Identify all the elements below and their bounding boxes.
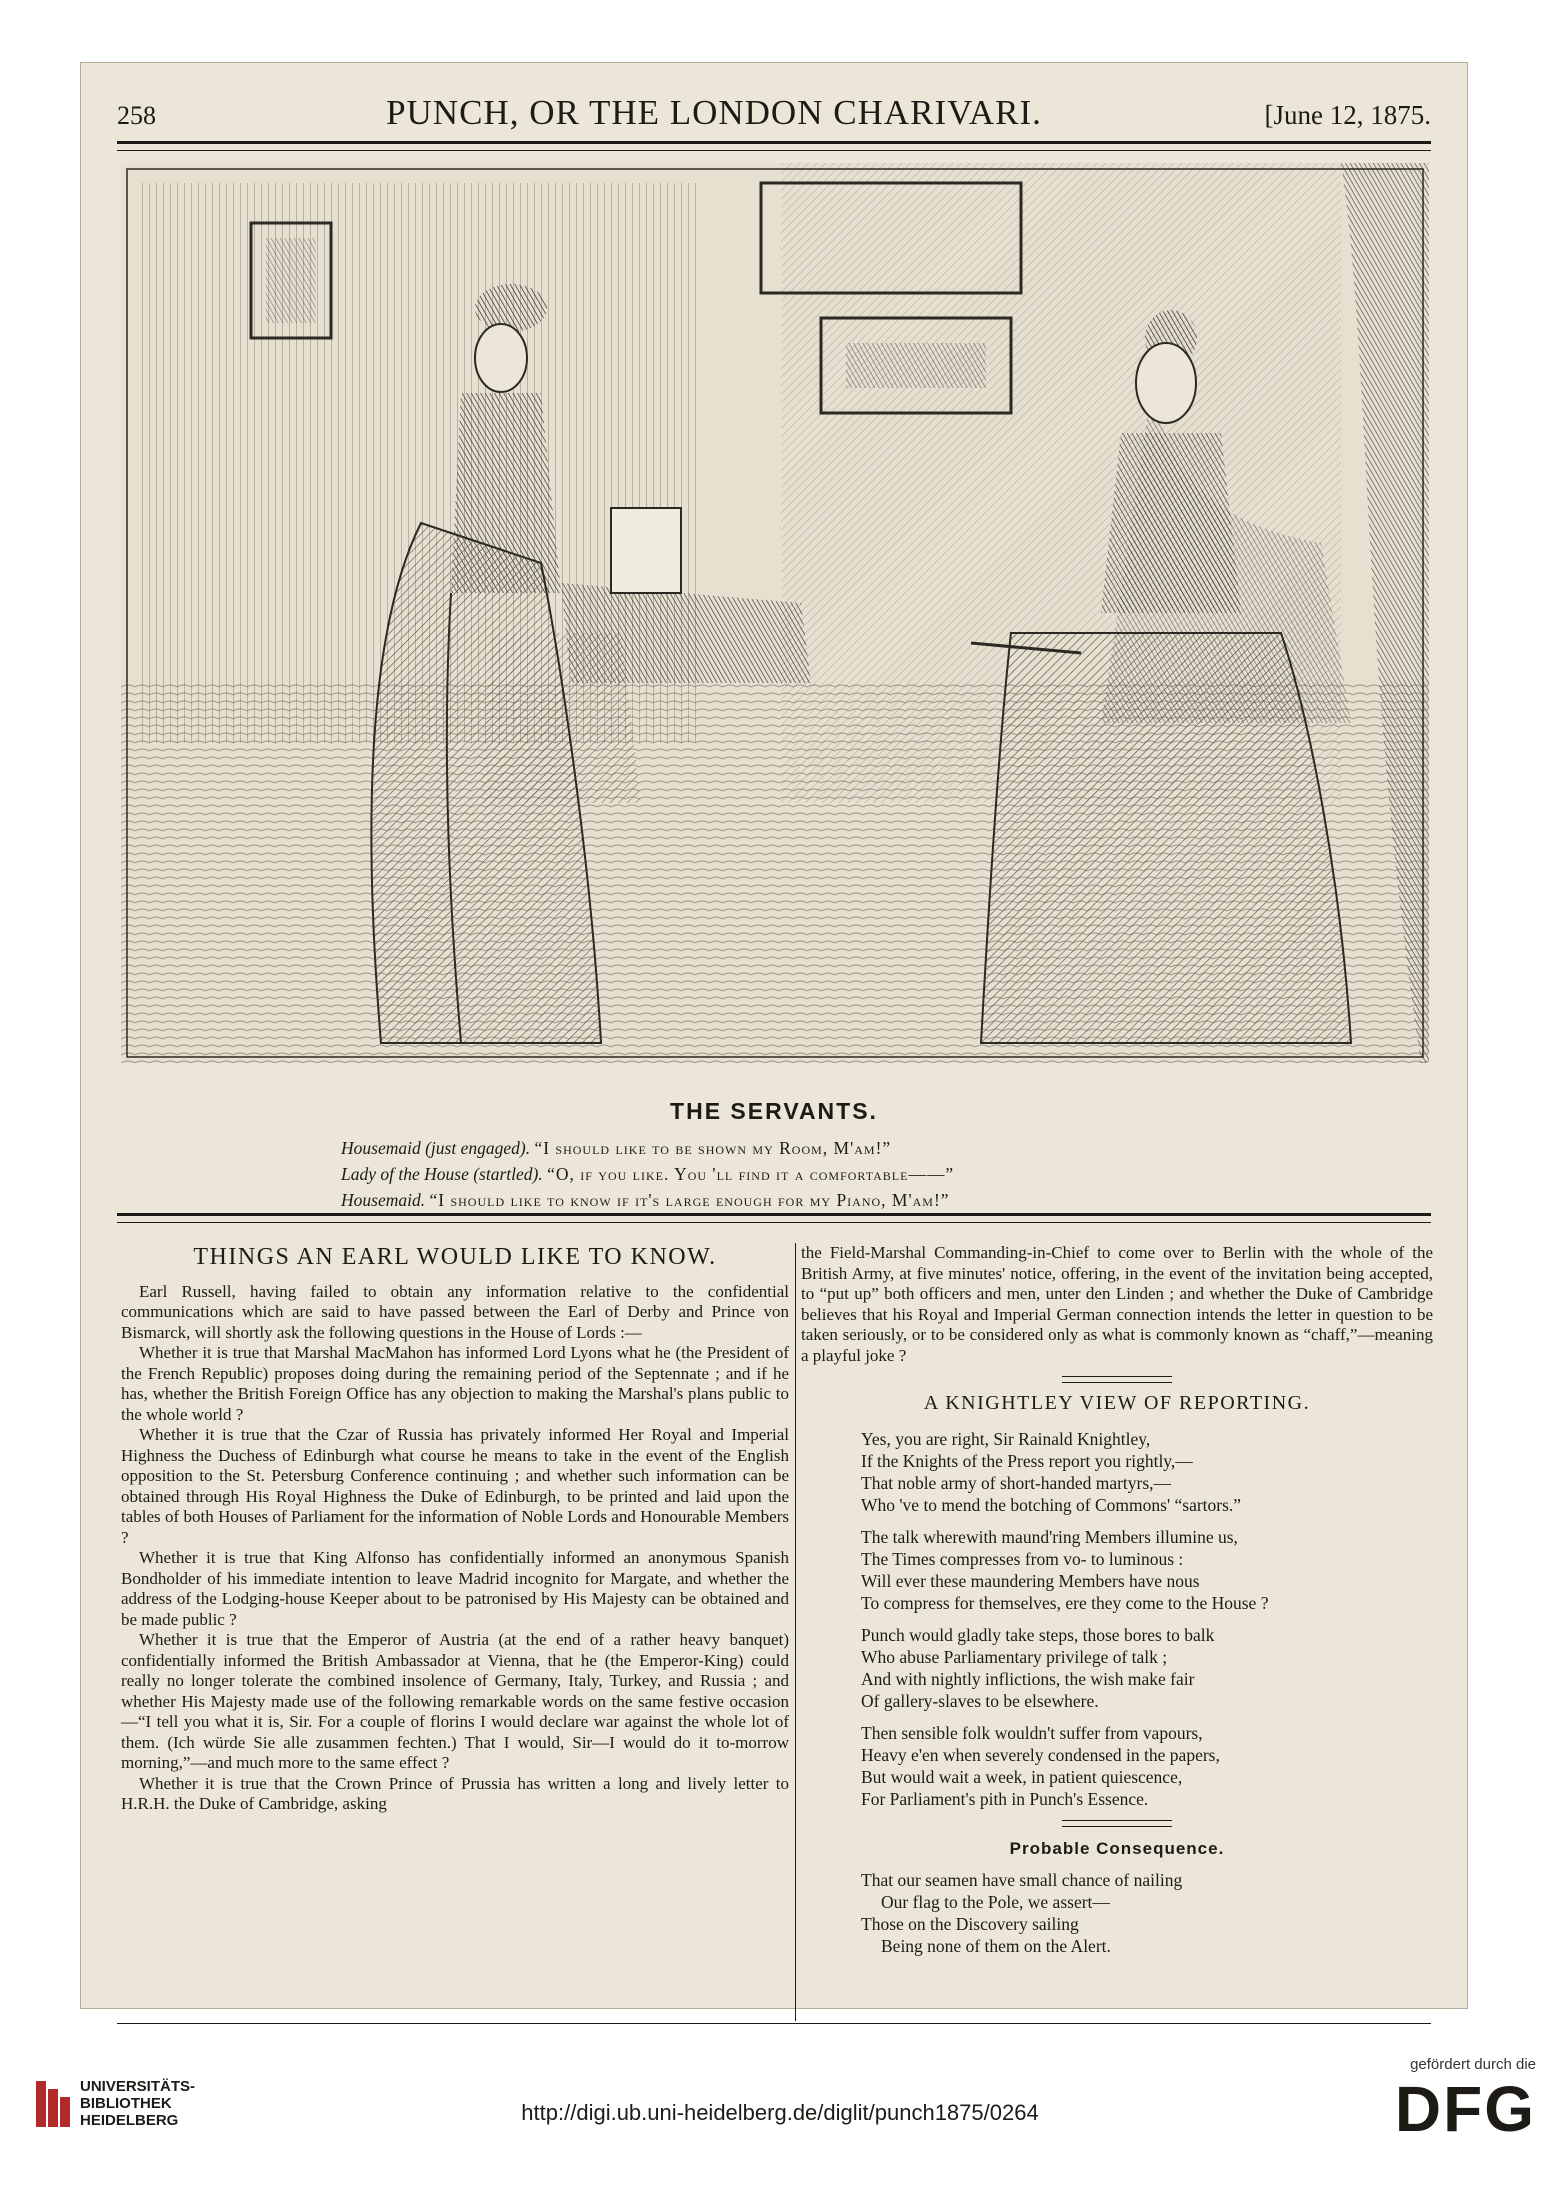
cartoon-illustration — [121, 163, 1429, 1063]
source-url-link[interactable]: http://digi.ub.uni-heidelberg.de/diglit/punch1875/0264 — [521, 2100, 1039, 2125]
funder-block — [1395, 2056, 1536, 2145]
poem-stanza — [861, 1428, 1433, 1516]
library-name-line: UNIVERSITÄTS- — [80, 2078, 196, 2095]
caption-speaker: Housemaid. — [341, 1190, 426, 1210]
poem-line: Who 've to mend the botching of Commons' “sartors.” — [861, 1494, 1242, 1515]
article-paragraph: Whether it is true that Marshal MacMahon has informed Lord Lyons what he (the President of the French Republic) proposes doing during the remaining period of the Septennate ; and if he has, whether the British Foreign Office has any objection to making the Marshal's plans public to the whole world ? — [121, 1343, 789, 1424]
poem-stanza — [861, 1624, 1433, 1712]
cartoon-title: THE SERVANTS. — [670, 1098, 878, 1124]
library-name-line: BIBLIOTHEK — [80, 2095, 172, 2112]
poem-line: Of gallery-slaves to be elsewhere. — [861, 1690, 1099, 1711]
caption-speech: “O, if you like. You 'll find it a comfortable——” — [547, 1164, 955, 1184]
poem-title: Probable Consequence. — [1009, 1838, 1225, 1858]
poem-consequence — [801, 1869, 1433, 1957]
caption-speaker: Lady of the House (startled). — [341, 1164, 543, 1184]
article-continuation: the Field-Marshal Commanding-in-Chief to come over to Berlin with the whole of the British Army, at five minutes' notice, offering, in the event of the invitation being accepted, to “put up” both officers and men, unter den Linden ; and whether the Duke of Cambridge believes that his Royal and Imperial German connection intends the letter in question to be taken seriously, or to be considered only as what is commonly known as “chaff,”—meaning a playful joke ? — [801, 1243, 1433, 1365]
column-divider — [795, 1243, 796, 2021]
section-rule — [1062, 1820, 1172, 1827]
article-paragraph: Whether it is true that the Emperor of Austria (at the end of a rather heavy banquet) confidentially informed the British Ambassador at Vienna, that he (the Emperor-King) could really no longer tolerate the combined insolence of Germany, Italy, Turkey, and Russia ; and whether His Majesty made use of the following remarkable words on the same festive occasion—“I tell you what it is, Sir. For a couple of florins I would declare war against the whole lot of them. (Ich würde Sie alle zusammen fechten.) That I would, Sir—I would do it to-morrow morning,”—and much more to the same effect ? — [121, 1630, 789, 1772]
page-header — [117, 93, 1431, 139]
caption-speech: “I should like to be shown my Room, M'am!” — [534, 1138, 892, 1158]
caption-line — [341, 1161, 1241, 1187]
poem-knightley — [801, 1428, 1433, 1810]
article-title: THINGS AN EARL WOULD LIKE TO KNOW. — [193, 1244, 717, 1270]
library-name-line: HEIDELBERG — [80, 2112, 179, 2129]
caption-speaker: Housemaid (just engaged). — [341, 1138, 531, 1158]
header-rule — [117, 141, 1431, 151]
poem-title: A KNIGHTLEY VIEW OF REPORTING. — [923, 1392, 1311, 1414]
article-paragraph: Earl Russell, having failed to obtain any information relative to the confidential communications which are said to have passed between the Earl of Derby and Prince von Bismarck, will shortly ask the following questions in the House of Lords :— — [121, 1281, 789, 1342]
issue-date: [June 12, 1875. — [1264, 100, 1431, 130]
poem-line: For Parliament's pith in Punch's Essence. — [861, 1788, 1149, 1809]
poem-line: To compress for themselves, ere they come to the House ? — [861, 1592, 1269, 1613]
poem-stanza — [861, 1722, 1433, 1810]
caption-line — [341, 1187, 1241, 1213]
poem-line: Our flag to the Pole, we assert— — [881, 1892, 1110, 1912]
newspaper-page — [80, 62, 1468, 2009]
caption-rule — [117, 1213, 1431, 1223]
poem-line: Being none of them on the Alert. — [881, 1936, 1111, 1956]
poem-line: Then sensible folk wouldn't suffer from vapours, — [861, 1722, 1203, 1743]
poem-line: Will ever these maundering Members have nous — [861, 1570, 1200, 1591]
poem-line: Punch would gladly take steps, those bores to balk — [861, 1624, 1215, 1645]
section-rule — [1062, 1376, 1172, 1383]
article-earl-questions — [121, 1243, 789, 1815]
poem-stanza — [861, 1526, 1433, 1614]
article-paragraph: Whether it is true that the Czar of Russia has privately informed Her Royal and Imperial Highness the Duchess of Edinburgh what course he means to take in the event of the English opposition to the St. Petersburg Conference continuing ; and whether such information can be obtained through His Royal Highness the Duke of Edinburgh, to be printed and laid upon the tables of both Houses of Parliament for the information of Noble Lords and Honourable Members ? — [121, 1425, 789, 1547]
poem-line: That noble army of short-handed martyrs,— — [861, 1472, 1172, 1493]
article-paragraph: Whether it is true that the Crown Prince of Prussia has written a long and lively letter to H.R.H. the Duke of Cambridge, asking — [121, 1773, 789, 1813]
caption-line — [341, 1135, 1241, 1161]
dfg-logo: DFG — [1394, 2073, 1536, 2145]
poem-line: And with nightly inflictions, the wish make fair — [861, 1668, 1195, 1689]
poem-line: Yes, you are right, Sir Rainald Knightley, — [861, 1428, 1151, 1449]
poem-line: But would wait a week, in patient quiescence, — [861, 1766, 1183, 1787]
page-number: 258 — [117, 101, 156, 130]
article-paragraph: Whether it is true that King Alfonso has confidentially informed an anonymous Spanish Bondholder of his immediate intention to leave Madrid incognito for Margate, and whether the address of the Lodging-house Keeper about to be patronised by His Majesty can be obtained and be made public ? — [121, 1548, 789, 1629]
poem-line: That our seamen have small chance of nailing — [861, 1870, 1183, 1890]
masthead: PUNCH, OR THE LONDON CHARIVARI. — [386, 93, 1042, 132]
poem-line: Those on the Discovery sailing — [861, 1914, 1079, 1934]
cartoon-caption — [341, 1135, 1241, 1213]
right-column — [801, 1243, 1433, 1957]
poem-line: If the Knights of the Press report you rightly,— — [861, 1450, 1193, 1471]
poem-line: Who abuse Parliamentary privilege of talk ; — [861, 1646, 1168, 1667]
poem-line: Heavy e'en when severely condensed in the papers, — [861, 1744, 1220, 1765]
digitization-footer — [0, 2030, 1560, 2187]
bottom-rule — [117, 2023, 1431, 2024]
poem-line: The talk wherewith maund'ring Members illumine us, — [861, 1526, 1238, 1547]
poem-line: The Times compresses from vo- to luminous : — [861, 1548, 1184, 1569]
caption-speech: “I should like to know if it's large enough for my Piano, M'am!” — [429, 1190, 950, 1210]
funder-label: gefördert durch die — [1410, 2056, 1536, 2073]
